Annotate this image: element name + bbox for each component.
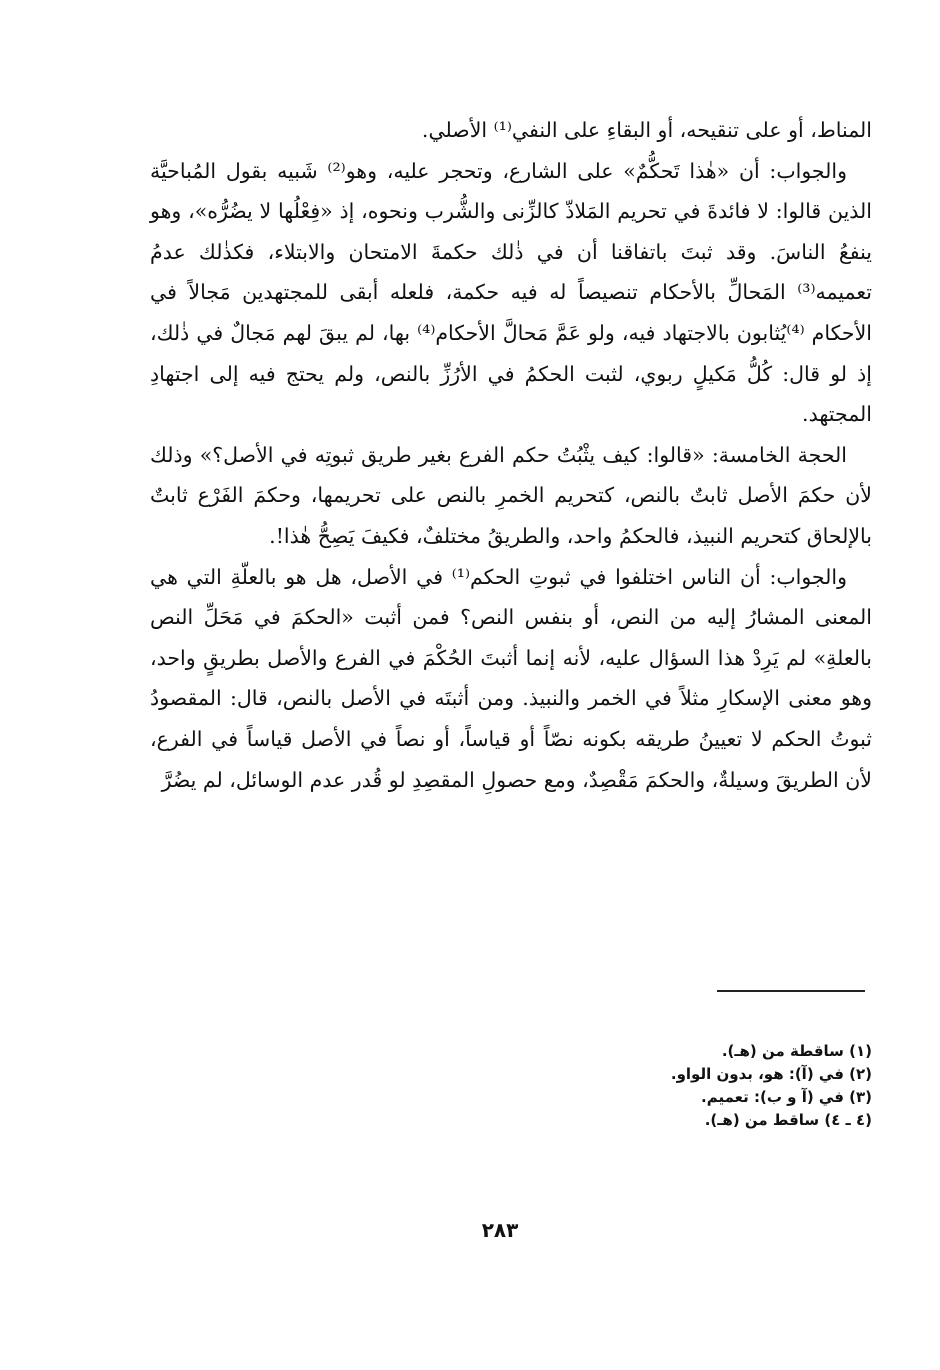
paragraph-4: والجواب: أن الناس اختلفوا في ثبوتِ الحكم⁽¹⁾ في الأصل، هل هو بالعلّةِ التي هي المعنى المشارُ إليه من النص، أو بنفس النص؟ فمن أثبت «الحكمَ في مَحَلِّ النص بالعلةِ» لم يَرِدْ هذا السؤال عليه، لأنه إنما أثبتَ الحُكْمَ في الفرع والأصل بطريقٍ واحد، وهو معنى الإسكارِ مثلاً في الخمر والنبيذ. ومن أثبتَه في الأصل بالنص، قال: المقصودُ ثبوتُ الحكم لا تعيينُ طريقه بكونه نصّاً أو قياساً، أو نصاً في الأصل قياساً في الفرع، لأن الطريقَ وسيلةٌ، والحكمَ مَقْصِدٌ، ومع حصولِ المقصِدِ لو قُدر عدم الوسائل، لم يضُرَّ (150, 564, 872, 792)
paragraph-1: المناط، أو على تنقيحه، أو البقاءِ على النفي⁽¹⁾ الأصلي. (421, 118, 872, 142)
paragraph-2: والجواب: أن «هٰذا تَحكُّمٌ» على الشارع، وتحجر عليه، وهو⁽²⁾ شَبيه بقول المُباحيَّة الذين قالوا: لا فائدةَ في تحريم المَلاذّ كالزِّنى والشُّرب ونحوه، إذ «فِعْلُها لا يضُرُّه»، وهو ينفعُ الناسَ. وقد ثبتَ باتفاقنا أن في ذٰلك حكمةَ الامتحان والابتلاء، فكذٰلك عدمُ تعميمه⁽³⁾ المَحالِّ بالأحكام تنصيصاً له فيه حكمة، فلعله أبقى للمجتهدين مَجالاً في الأحكام ⁽⁴⁾يُثابون بالاجتهاد فيه، ولو عَمَّ مَحالَّ الأحكام⁽⁴⁾ بها، لم يبقَ لهم مَجالٌ في ذٰلك، إذ لو قال: كُلُّ مَكيلٍ ربوي، لثبت الحكمُ في الأرُزِّ بالنص، ولم يحتج فيه إلى اجتهادِ المجتهد. (150, 158, 872, 427)
footnote-2: (٢) في (آ): هو، بدون الواو. (670, 1065, 872, 1083)
footnote-divider (717, 990, 865, 992)
page-number: ٢٨٣ (481, 1218, 519, 1242)
footnote-1: (١) ساقطة من (هـ). (721, 1042, 872, 1060)
main-text (150, 110, 872, 800)
footnote-3: (٣) في (آ و ب): تعميم. (701, 1088, 872, 1106)
footnote-4: (٤ ـ ٤) ساقط من (هـ). (704, 1111, 872, 1129)
footnotes (560, 1040, 872, 1132)
paragraph-3: الحجة الخامسة: «قالوا: كيف يثْبُتُ حكم الفرع بغير طريق ثبوتِه في الأصل؟» وذلك لأن حكمَ الأصل ثابتٌ بالنص، كتحريم الخمرِ بالنص على تحريمها، وحكمَ الفَرْع ثابتٌ بالإلحاق كتحريم النبيذ، فالحكمُ واحد، والطريقُ مختلفٌ، فكيفَ يَصِحُّ هٰذا!. (150, 442, 872, 548)
